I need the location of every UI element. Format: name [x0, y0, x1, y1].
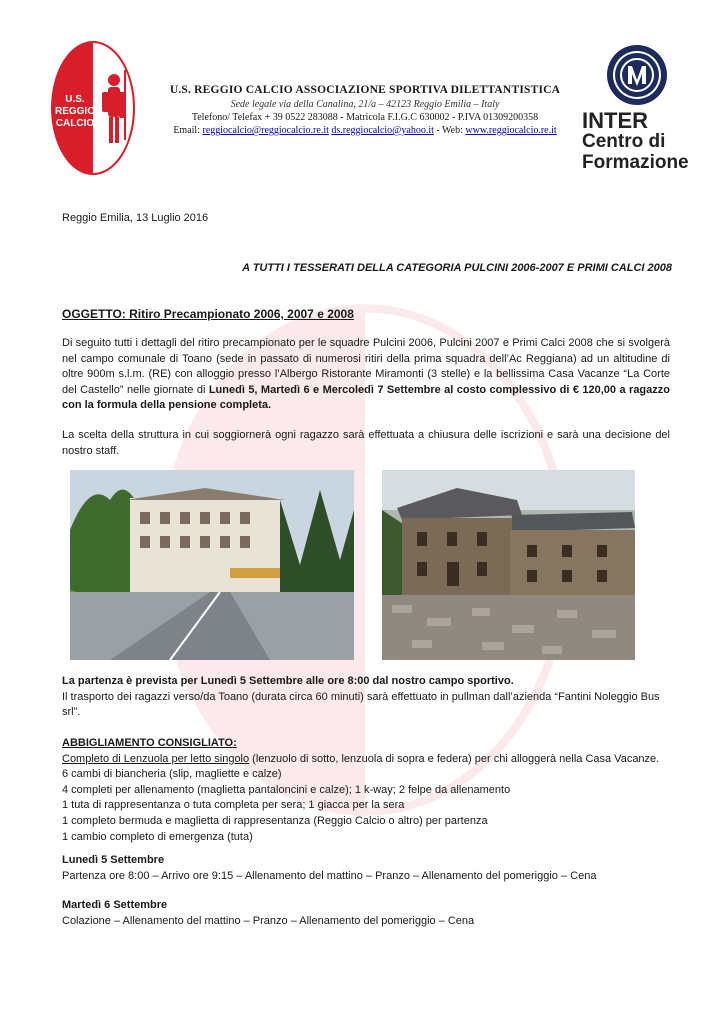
- club-logo-text-3: CALCIO: [55, 118, 95, 129]
- email-link-2[interactable]: ds.reggiocalcio@yahoo.it: [331, 125, 434, 136]
- inter-logo-line3: Formazione: [582, 152, 689, 173]
- departure-bold-line: La partenza è prevista per Lunedì 5 Settembre alle ore 8:00 dal nostro campo sportivo.: [62, 675, 514, 687]
- inter-logo-line1: INTER: [582, 108, 648, 133]
- legal-address: Sede legale via della Canalina, 21/a – 42123 Reggio Emilia – Italy: [230, 99, 500, 110]
- departure-section: [62, 674, 672, 721]
- schedule-day-title: Martedì 6 Settembre: [62, 899, 168, 911]
- letterhead: [150, 84, 580, 137]
- schedule-day-tuesday: [62, 898, 672, 929]
- schedule-day-plan: Partenza ore 8:00 – Arrivo ore 9:15 – Allenamento del mattino – Pranzo – Allenamento del pomeriggio – Cena: [62, 869, 597, 882]
- sheets-rest: (lenzuolo di sotto, lenzuola di sopra e federa) per chi alloggerà nella Casa Vacanze.: [249, 752, 660, 765]
- clothing-item: 1 completo bermuda e maglietta di rappresentanza (Reggio Calcio o altro) per partenza: [62, 814, 488, 827]
- subject-line: OGGETTO: Ritiro Precampionato 2006, 2007 e 2008: [62, 307, 354, 321]
- casa-vacanze-photo: [382, 470, 635, 660]
- clothing-item: 1 tuta di rappresentanza o tuta completa per sera; 1 giacca per la sera: [62, 799, 405, 812]
- clothing-title: ABBIGLIAMENTO CONSIGLIATO:: [62, 737, 237, 749]
- schedule-day-monday: [62, 853, 672, 884]
- letter-date: Reggio Emilia, 13 Luglio 2016: [62, 212, 209, 224]
- intro-bold-text: Lunedì 5, Martedì 6 e Mercoledì 7 Settembre al costo complessivo di € 120,00 a ragazzo con la formula della pensione completa.: [62, 383, 670, 412]
- schedule-day-title: Lunedì 5 Settembre: [62, 854, 165, 866]
- sheets-underlined: Completo di Lenzuola per letto singolo: [62, 752, 250, 765]
- clothing-item: 1 cambio completo di emergenza (tuta): [62, 830, 253, 843]
- email-label: Email:: [173, 125, 200, 136]
- transport-text: Il trasporto dei ragazzi verso/da Toano (durata circa 60 minuti) sarà effettuato in pullman dall’azienda “Fantini Noleggio Bus srl”.: [62, 690, 660, 719]
- inter-logo-line2: Centro di: [582, 131, 666, 152]
- addressee-line: A TUTTI I TESSERATI DELLA CATEGORIA PULCINI 2006-2007 E PRIMI CALCI 2008: [242, 262, 672, 274]
- clothing-item: 6 cambi di biancheria (slip, magliette e calze): [62, 768, 282, 781]
- schedule-day-plan: Colazione – Allenamento del mattino – Pranzo – Allenamento del pomeriggio – Cena: [62, 914, 475, 927]
- organization-name: U.S. REGGIO CALCIO ASSOCIAZIONE SPORTIVA DILETTANTISTICA: [169, 84, 561, 96]
- club-logo: [50, 40, 136, 176]
- intro-paragraph: [62, 336, 670, 414]
- contact-line: Telefono/ Telefax + 39 0522 283088 - Matricola F.I.G.C 630002 - P.IVA 01309200358: [191, 112, 539, 123]
- clothing-section: [62, 736, 672, 845]
- web-label: - Web:: [436, 125, 463, 136]
- email-web-line: [150, 124, 580, 137]
- clothing-item-sheets: [62, 752, 672, 768]
- clothing-item: 4 completi per allenamento (maglietta pantaloncini e calze); 1 k-way; 2 felpe da allenamento: [62, 783, 511, 796]
- staff-paragraph: La scelta della struttura in cui soggiornerà ogni ragazzo sarà effettuata a chiusura delle iscrizioni e sarà una decisione del nostro staff.: [62, 429, 670, 457]
- inter-badge-icon: [606, 44, 668, 106]
- club-logo-text-2: REGGIO: [54, 106, 96, 117]
- intro-text: Di seguito tutti i dettagli del ritiro precampionato per le squadre Pulcini 2006, Pulcini 2007 e Primi Calci 2008 che si svolgerà nel campo comunale di Toano (sede in passato di numerosi ritiri della prima squadra dell’Ac Reggiana) ad un altitudine di oltre 900m s.l.m. (RE) con alloggio presso l’Albergo Ristorante Miramonti (3 stelle) e la bellissima Casa Vacanze “La Corte del Castello” nelle giornate di: [62, 337, 670, 396]
- website-link[interactable]: www.reggiocalcio.re.it: [465, 125, 557, 136]
- email-link-1[interactable]: reggiocalcio@reggiocalcio.re.it: [202, 125, 329, 136]
- inter-logo: [582, 44, 692, 174]
- club-logo-text-1: U.S.: [65, 94, 85, 105]
- hotel-photo: [70, 470, 354, 660]
